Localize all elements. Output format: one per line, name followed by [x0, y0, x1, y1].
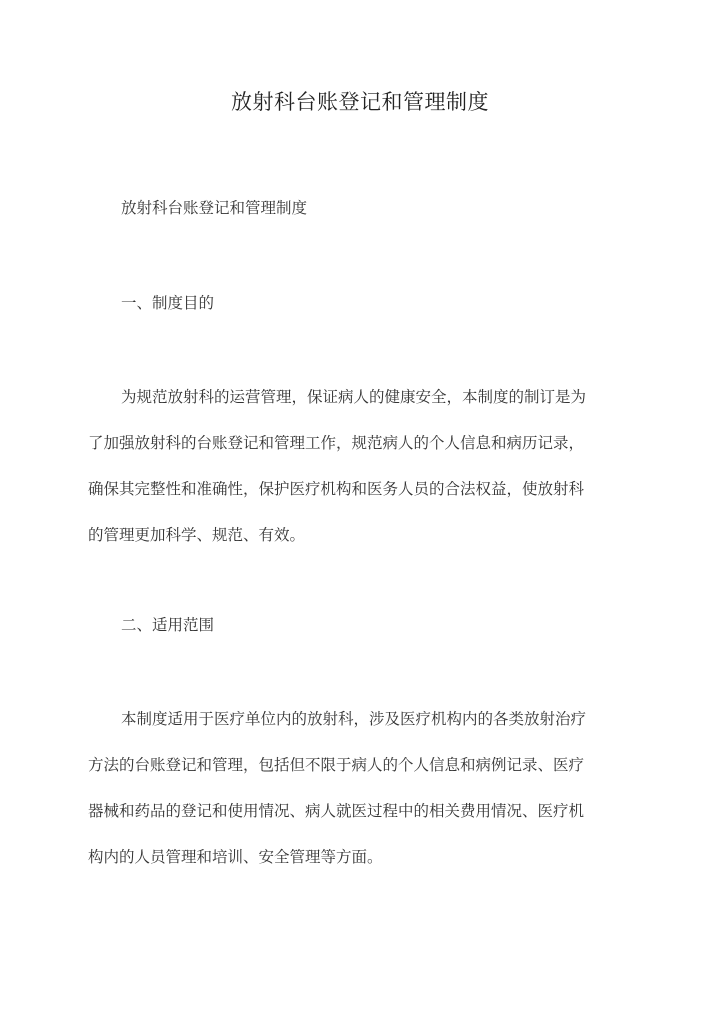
paragraph-line: 构内的人员管理和培训、安全管理等方面。 — [88, 848, 383, 866]
paragraph-line: 确保其完整性和准确性，保护医疗机构和医务人员的合法权益，使放射科 — [88, 480, 585, 498]
section-heading-scope: 二、适用范围 — [121, 616, 215, 634]
document-subtitle: 放射科台账登记和管理制度 — [121, 199, 308, 217]
paragraph-line: 为规范放射科的运营管理，保证病人的健康安全，本制度的制订是为 — [121, 388, 587, 406]
section-paragraph-scope — [88, 696, 648, 880]
paragraph-line: 方法的台账登记和管理，包括但不限于病人的个人信息和病例记录、医疗 — [88, 756, 585, 774]
section-heading-purpose: 一、制度目的 — [121, 294, 215, 312]
document-title: 放射科台账登记和管理制度 — [231, 90, 489, 114]
section-paragraph-purpose — [88, 374, 648, 558]
paragraph-line: 本制度适用于医疗单位内的放射科，涉及医疗机构内的各类放射治疗 — [121, 710, 587, 728]
paragraph-line: 了加强放射科的台账登记和管理工作，规范病人的个人信息和病历记录， — [88, 434, 585, 452]
paragraph-line: 的管理更加科学、规范、有效。 — [88, 526, 306, 544]
paragraph-line: 器械和药品的登记和使用情况、病人就医过程中的相关费用情况、医疗机 — [88, 802, 585, 820]
